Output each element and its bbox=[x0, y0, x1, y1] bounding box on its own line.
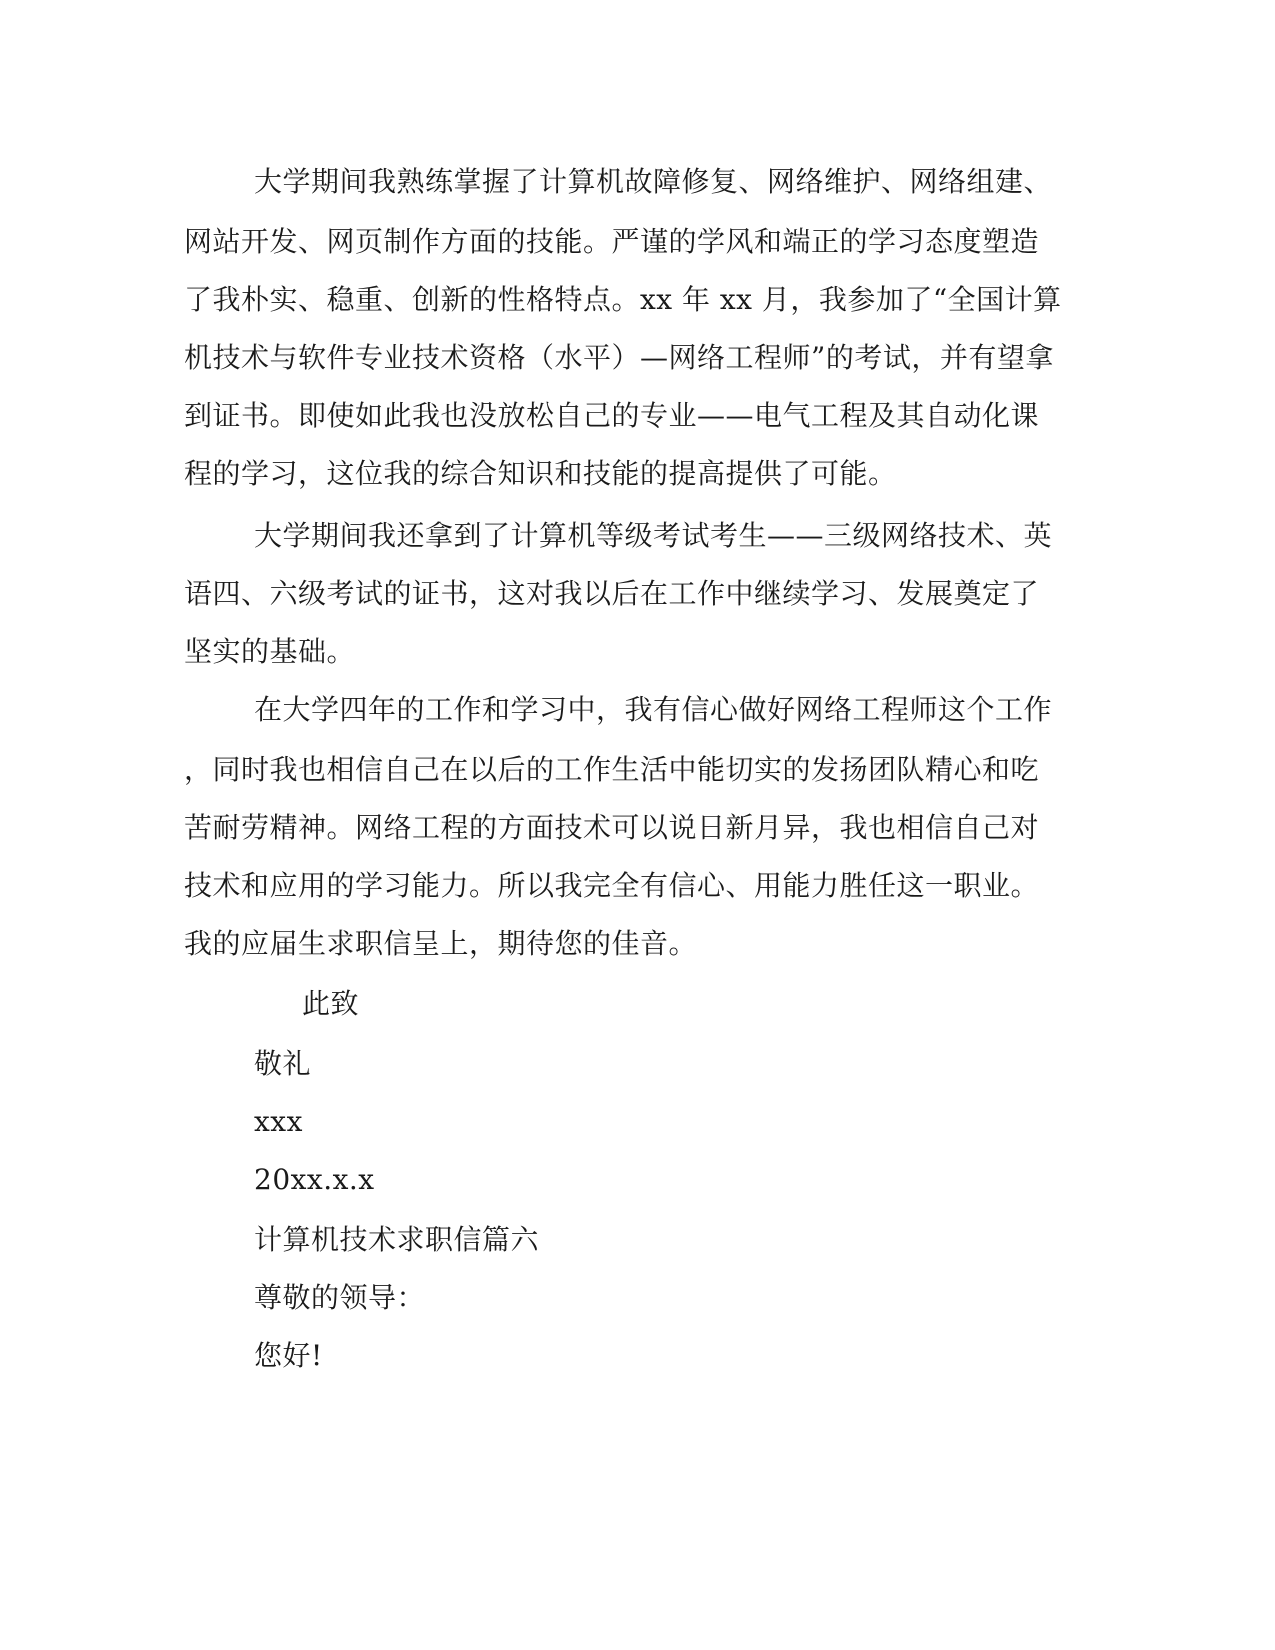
closing-salutation-2: 敬礼 bbox=[254, 1047, 312, 1080]
paragraph-1-line-4: 机技术与软件专业技术资格（水平）—网络工程师”的考试，并有望拿 bbox=[184, 341, 1054, 374]
paragraph-3-line-2: ，同时我也相信自己在以后的工作生活中能切实的发扬团队精心和吃 bbox=[184, 753, 1040, 786]
paragraph-2-line-3: 坚实的基础。 bbox=[184, 635, 356, 668]
signature-date: 20xx.x.x bbox=[254, 1163, 375, 1196]
paragraph-1-line-5: 到证书。即使如此我也没放松自己的专业——电气工程及其自动化课 bbox=[184, 399, 1040, 432]
closing-salutation-1: 此致 bbox=[302, 987, 360, 1020]
paragraph-2-line-2: 语四、六级考试的证书，这对我以后在工作中继续学习、发展奠定了 bbox=[184, 577, 1040, 610]
paragraph-3-line-5: 我的应届生求职信呈上，期待您的佳音。 bbox=[184, 927, 698, 960]
paragraph-2-line-1: 大学期间我还拿到了计算机等级考试考生——三级网络技术、英 bbox=[254, 519, 1053, 552]
paragraph-3-line-1: 在大学四年的工作和学习中，我有信心做好网络工程师这个工作 bbox=[254, 693, 1053, 726]
section-title: 计算机技术求职信篇六 bbox=[254, 1223, 540, 1256]
paragraph-1-line-1: 大学期间我熟练掌握了计算机故障修复、网络维护、网络组建、 bbox=[254, 165, 1053, 198]
paragraph-1-line-3: 了我朴实、稳重、创新的性格特点。xx 年 xx 月，我参加了“全国计算 bbox=[184, 283, 1062, 316]
paragraph-3-line-3: 苦耐劳精神。网络工程的方面技术可以说日新月异，我也相信自己对 bbox=[184, 811, 1040, 844]
greeting: 尊敬的领导： bbox=[254, 1281, 426, 1314]
signature-name: xxx bbox=[254, 1105, 303, 1138]
hello-line: 您好! bbox=[254, 1339, 323, 1372]
paragraph-1-line-2: 网站开发、网页制作方面的技能。严谨的学风和端正的学习态度塑造 bbox=[184, 225, 1040, 258]
paragraph-3-line-4: 技术和应用的学习能力。所以我完全有信心、用能力胜任这一职业。 bbox=[184, 869, 1040, 902]
paragraph-1-line-6: 程的学习，这位我的综合知识和技能的提高提供了可能。 bbox=[184, 457, 897, 490]
